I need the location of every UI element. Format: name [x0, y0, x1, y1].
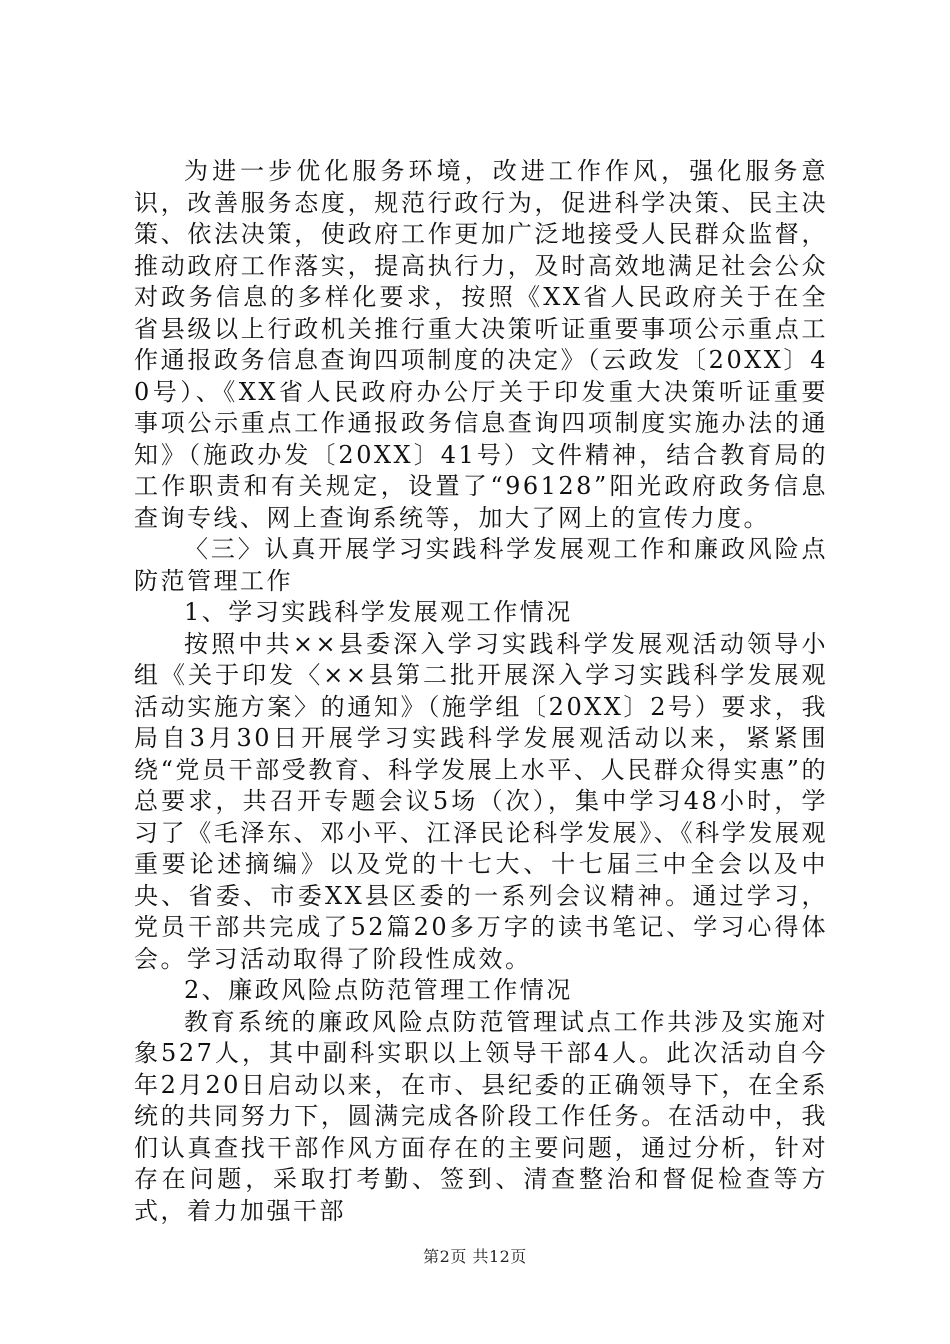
section-heading-three: 〈三〉认真开展学习实践科学发展观工作和廉政风险点防范管理工作 [134, 535, 828, 595]
document-body [134, 156, 828, 1227]
subheading-integrity-risk: 2、廉政风险点防范管理工作情况 [184, 976, 573, 1004]
paragraph-policy-basis: 为进一步优化服务环境，改进工作作风，强化服务意识，改善服务态度，规范行政行为，促进科学决策、民主决策、依法决策，使政府工作更加广泛地接受人民群众监督，推动政府工作落实，提高执行力，及时高效地满足社会公众对政务信息的多样化要求，按照《XX省人民政府关于在全省县级以上行政机关推行重大决策听证重要事项公示重点工作通报政务信息查询四项制度的决定》（云政发〔20XX〕40号）、《XX省人民政府办公厅关于印发重大决策听证重要事项公示重点工作通报政务信息查询四项制度实施办法的通知》（施政办发〔20XX〕41号）文件精神，结合教育局的工作职责和有关规定，设置了“96128”阳光政府政务信息查询专线、网上查询系统等，加大了网上的宣传力度。 [134, 157, 828, 532]
paragraph-study-practice: 按照中共××县委深入学习实践科学发展观活动领导小组《关于印发〈××县第二批开展深入学习实践科学发展观活动实施方案〉的通知》（施学组〔20XX〕2号）要求，我局自3月30日开展学习实践科学发展观活动以来，紧紧围绕“党员干部受教育、科学发展上水平、人民群众得实惠”的总要求，共召开专题会议5场（次），集中学习48小时，学习了《毛泽东、邓小平、江泽民论科学发展》、《科学发展观重要论述摘编》以及党的十七大、十七届三中全会以及中央、省委、市委XX县区委的一系列会议精神。通过学习，党员干部共完成了52篇20多万字的读书笔记、学习心得体会。学习活动取得了阶段性成效。 [134, 629, 828, 973]
paragraph-integrity-risk: 教育系统的廉政风险点防范管理试点工作共涉及实施对象527人，其中副科实职以上领导干部4人。此次活动自今年2月20日启动以来，在市、县纪委的正确领导下，在全系统的共同努力下，圆满完成各阶段工作任务。在活动中，我们认真查找干部作风方面存在的主要问题，通过分析，针对存在问题，采取打考勤、签到、清查整治和督促检查等方式，着力加强干部 [134, 1007, 828, 1225]
page-number-footer: 第2页 共12页 [423, 1247, 527, 1266]
subheading-study-practice: 1、学习实践科学发展观工作情况 [184, 598, 573, 626]
